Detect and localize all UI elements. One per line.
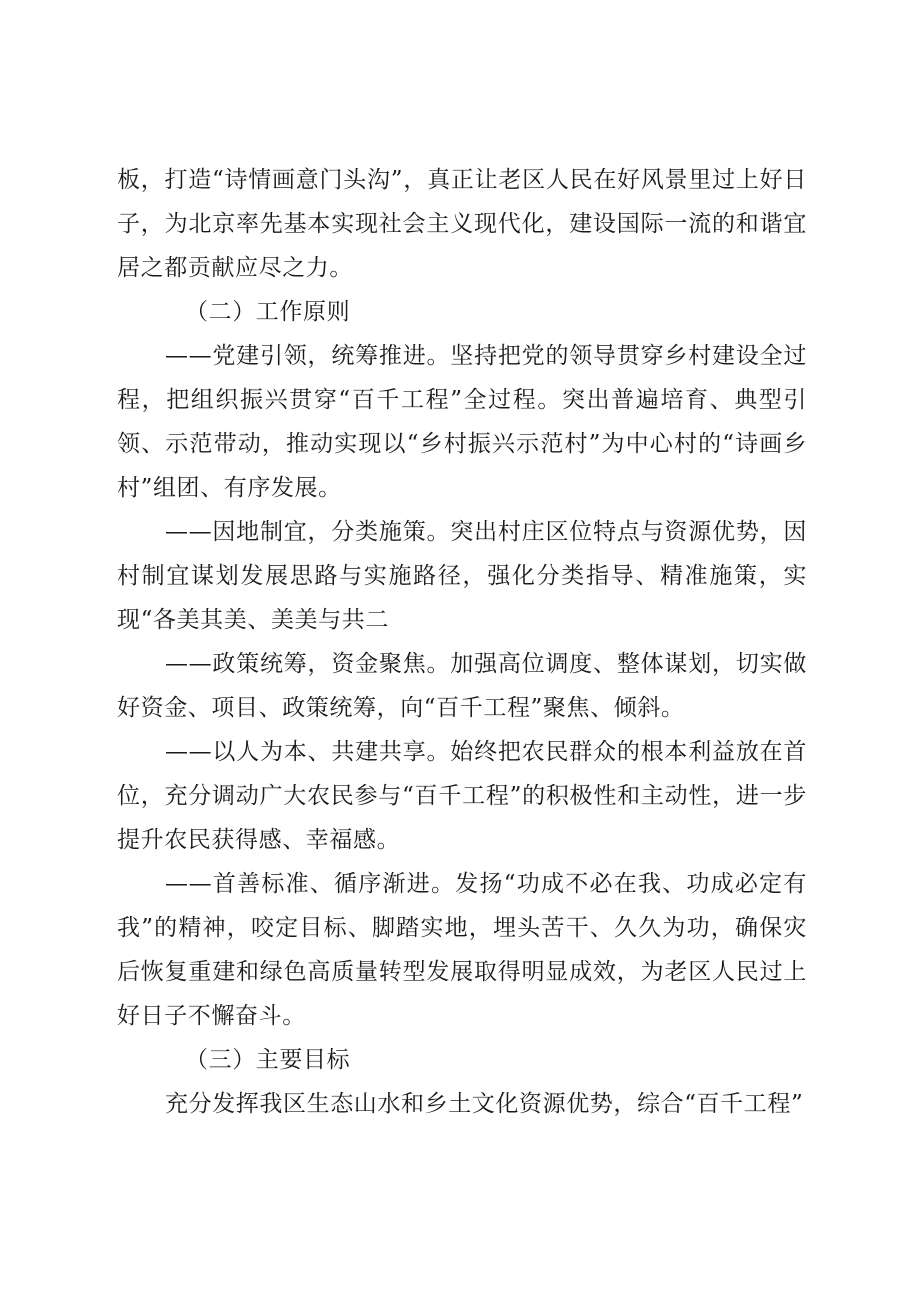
section-heading-main-goals: （三）主要目标 xyxy=(185,1047,351,1073)
paragraph-principle-party-leadership: ——党建引领，统筹推进。坚持把党的领导贯穿乡村建设全过程，把组织振兴贯穿“百千工程”全过程。突出普遍培育、典型引领、示范带动，推动实现以“乡村振兴示范村”为中心村的“诗画乡村”组团、有序发展。 xyxy=(117,343,807,501)
paragraph-intro-continuation: 板，打造“诗情画意门头沟”，真正让老区人民在好风景里过上好日子，为北京率先基本实现社会主义现代化，建设国际一流的和谐宜居之都贡献应尽之力。 xyxy=(117,167,807,281)
paragraph-main-goals: 充分发挥我区生态山水和乡土文化资源优势，综合“百千工程” xyxy=(165,1091,804,1117)
section-heading-work-principles: （二）工作原则 xyxy=(185,299,351,325)
paragraph-principle-policy-coordination: ——政策统筹，资金聚焦。加强高位调度、整体谋划，切实做好资金、项目、政策统筹，向“百千工程”聚焦、倾斜。 xyxy=(117,651,807,721)
paragraph-principle-people-oriented: ——以人为本、共建共享。始终把农民群众的根本利益放在首位，充分调动广大农民参与“百千工程”的积极性和主动性，进一步提升农民获得感、幸福感。 xyxy=(117,739,807,853)
paragraph-principle-capital-standard: ——首善标准、循序渐进。发扬“功成不必在我、功成必定有我”的精神，咬定目标、脚踏实地，埋头苦干、久久为功，确保灾后恢复重建和绿色高质量转型发展取得明显成效，为老区人民过上好日子不懈奋斗。 xyxy=(117,871,807,1029)
paragraph-principle-local-conditions: ——因地制宜，分类施策。突出村庄区位特点与资源优势，因村制宜谋划发展思路与实施路径，强化分类指导、精准施策，实现“各美其美、美美与共二 xyxy=(117,519,807,633)
document-body xyxy=(117,158,807,1126)
